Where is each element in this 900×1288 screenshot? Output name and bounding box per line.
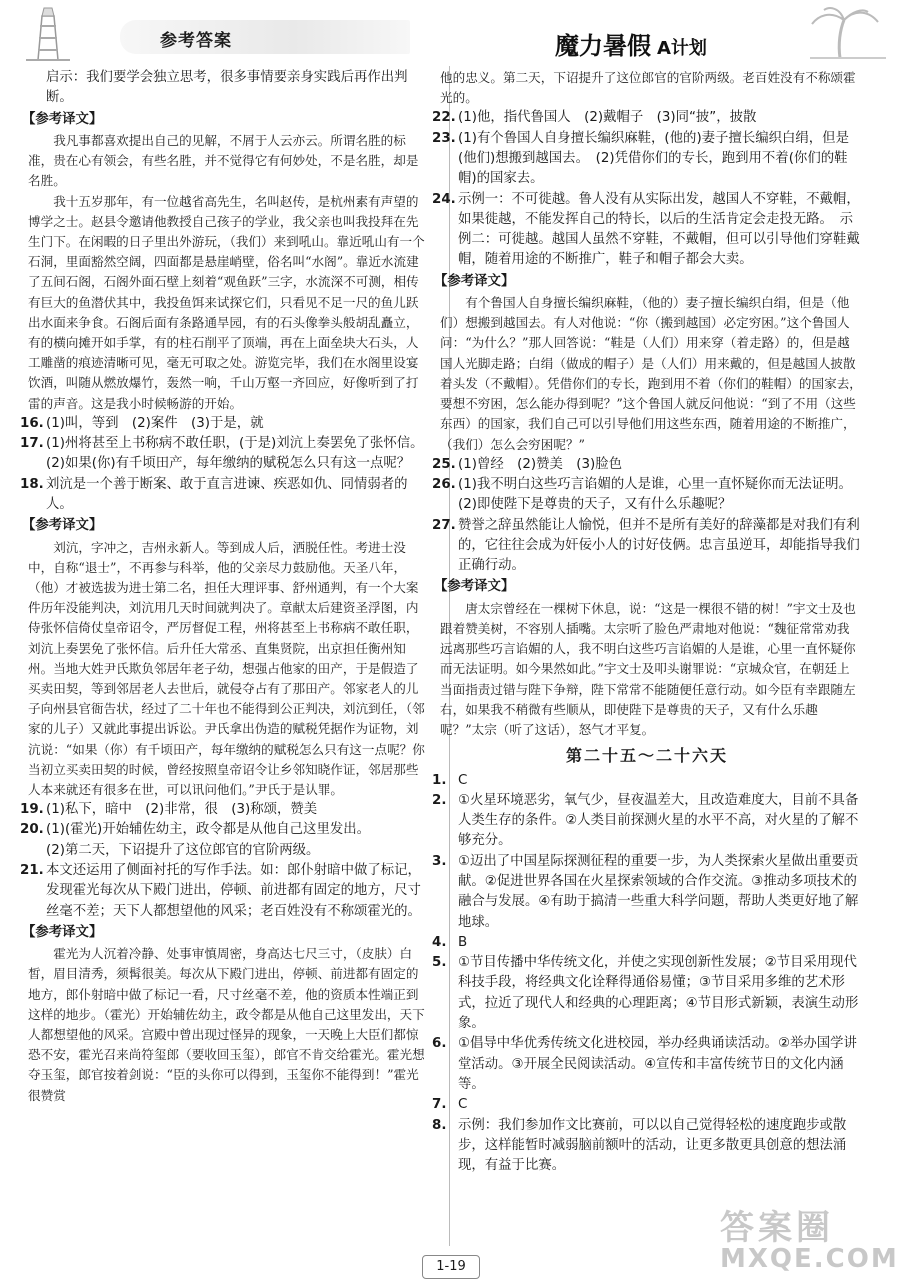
answer-text: 本文还运用了侧面衬托的写作手法。如：郎仆射暗中做了标记，发现霍光每次从下殿门进出，停顿、前进都有固定的地方，尺寸丝毫不差；天下人都想望他的风采；老百姓没有不称颂霍光的。 (46, 863, 421, 919)
answer-8 (432, 1116, 862, 1177)
palm-tree-icon (790, 4, 890, 60)
left-column (20, 68, 430, 1106)
answer-text: B (458, 934, 468, 950)
answer-text: (1)私下，暗中 (2)非常，很 (3)称颂，赞美 (46, 802, 318, 818)
section-banner (120, 20, 410, 54)
answer-section-title: 参考答案 (160, 31, 232, 51)
answer-text: C (458, 772, 468, 788)
reference-translation-label: 【 参考译文 】 (22, 110, 102, 130)
answer-5 (432, 953, 862, 1034)
question-number: 16. (20, 415, 44, 431)
question-number: 18. (20, 476, 44, 492)
lighthouse-icon (18, 6, 78, 62)
question-number: 6. (432, 1036, 447, 1052)
question-number: 2. (432, 792, 447, 808)
answer-16 (20, 414, 430, 434)
answer-text: 刘沆是一个善于断案、敢于直言进谏、疾恶如仇、同情弱者的人。 (46, 476, 408, 512)
right-column (432, 68, 862, 1176)
answer-20 (20, 820, 430, 840)
section-heading: 第二十五～二十六天 (565, 746, 728, 766)
watermark-site: MXQE.COM (720, 1244, 899, 1274)
answer-3 (432, 852, 862, 933)
reference-translation-label: 【 参考译文 】 (434, 577, 514, 597)
translation-paragraph: 我凡事都喜欢提出自己的见解，不屑于人云亦云。所谓名胜的标准，贵在心有领会，有些名胜，并不觉得它有何妙处，不是名胜，却是名胜。 (28, 132, 419, 189)
question-number: 7. (432, 1097, 447, 1113)
page-number: 1-19 (422, 1255, 480, 1279)
answer-text: ①火星环境恶劣，氧气少，昼夜温差大，且改造难度大，目前不具备人类生存的条件。②人类目前探测火星的水平不高，对火星的了解不够充分。 (458, 792, 859, 849)
question-number: 20. (20, 822, 44, 838)
question-number: 1. (432, 772, 447, 788)
question-number: 5. (432, 955, 447, 971)
answer-text: (1)叫，等到 (2)案件 (3)于是，就 (46, 415, 264, 431)
answer-17 (20, 434, 430, 475)
answer-25 (432, 455, 862, 475)
answer-2 (432, 791, 862, 852)
translation-paragraph: 霍光为人沉着冷静、处事审慎周密，身高达七尺三寸，（皮肤）白皙，眉目清秀，须髯很美。每次从下殿门进出，停顿、前进都有固定的地方，郎仆射暗中做了标记一看，尺寸丝毫不差，他的资质本性端正到这样的地步。（霍光）开始辅佐幼主，政令都是从他自己这里发出，天下人都想望他的风采。宫殿中曾出现过怪异的现象，一天晚上大臣们都惊恐不安，霍光召来尚符玺郎（要收回玉玺），郎官不肯交给霍光。霍光想夺玉玺，郎官按着剑说：“臣的头你可以得到，玉玺你不能得到！”霍光很赞赏 (28, 946, 425, 1103)
answer-4 (432, 933, 862, 953)
question-number: 25. (432, 456, 456, 472)
answer-text: (1)我不明白这些巧言谄媚的人是谁，心里一直怀疑你而无法证明。 (2)即使陛下是尊贵的天子，又有什么乐趣呢？ (458, 477, 859, 513)
revelation-text: 启示：我们要学会独立思考，很多事情要亲身实践后再作出判断。 (46, 70, 408, 106)
answer-7 (432, 1095, 862, 1115)
answer-text: ①迈出了中国星际探测征程的重要一步，为人类探索火星做出重要贡献。②促进世界各国在火星探索领域的合作交流。③推动多项技术的融合与发展。④有助于搞清一些重大科学问题，帮助人类更好地了解地球。 (458, 853, 859, 930)
answer-18 (20, 475, 430, 516)
answer-text: (1)曾经 (2)赞美 (3)脸色 (458, 456, 623, 472)
watermark (720, 1200, 899, 1280)
book-title-main: 魔力暑假 (555, 32, 651, 60)
question-number: 8. (432, 1117, 447, 1133)
answer-text: (1)他，指代鲁国人 (2)戴帽子 (3)同“披”，披散 (458, 110, 757, 126)
answer-20-part2: (2)第二天，下诏提升了这位郎官的官阶两级。 (46, 842, 320, 858)
question-number: 24. (432, 191, 456, 207)
answer-27 (432, 516, 862, 577)
answer-text: C (458, 1097, 468, 1113)
answer-text: ①节目传播中华传统文化，并使之实现创新性发展；②节目采用现代科技手段，将经典文化诠释得通俗易懂；③节目采用多维的艺术形式，拉近了现代人和经典的心理距离；④节目形式新颖，表演生动形象。 (458, 955, 859, 1032)
reference-translation-label: 【 参考译文 】 (434, 272, 514, 292)
page-header (0, 0, 900, 62)
answer-21 (20, 861, 430, 922)
question-number: 4. (432, 934, 447, 950)
question-number: 26. (432, 477, 456, 492)
translation-paragraph: 刘沆，字冲之，吉州永新人。等到成人后，洒脱任性。考进士没中，自称“退士”，不再参与科举，他的父亲尽力鼓励他。天圣八年，（他）才被选拔为进士第二名，担任大理评事、舒州通判，有一个大案件历年没能判决，刘沆用几天时间就判决了。章献太后建资圣浮图，内侍张怀信倚仗皇帝诏令，严厉督促工程，州将甚至上书称病不敢任职，刘沆上奏罢免了张怀信。后升任大常丞、直集贤院，出京担任衡州知州。当地大姓尹氏欺负邻居年老子幼，想强占他家的田产，于是假造了买卖田契，等到邻居老人去世后，就侵夺占有了那田产。邻家老人的儿子向州县官衙告状，经过了二十年也不能得到公正判决，刘沆到任，（邻家的儿子）又就此事提出诉讼。尹氏拿出伪造的赋税凭据作为证物，刘沆说：“如果（你）有千顷田产，每年缴纳的赋税怎么只有这一点呢？你当初立买卖田契的时候，曾经按照皇帝诏令让乡邻知晓作证，邻居那些人本来就还有很多在世，可以讯问他们。”尹氏于是认罪。 (28, 539, 425, 797)
answer-6 (432, 1034, 862, 1095)
answer-19 (20, 800, 430, 820)
translation-paragraph: 有个鲁国人自身擅长编织麻鞋，（他的）妻子擅长编织白绢，但是（他们）想搬到越国去。有人对他说：“你（搬到越国）必定穷困。”这个鲁国人问：“为什么？”那人回答说：“鞋是（人们）用来穿（着走路）的，但是越国人光脚走路；白绢（做成的帽子）是（人们）用来戴的，但是越国人披散着头发（不戴帽）。凭借你们的专长，跑到用不着（你们的鞋帽）的国家去，要想不穷困，怎么能办得到呢？”这个鲁国人就反问他说：“到了不用（这些东西）的国家，我们自己可以引导他们用这些东西，随着用途的不断推广，（我们）怎么会穷困呢？” (440, 295, 862, 452)
question-number: 27. (432, 517, 456, 533)
translation-paragraph-continued: 他的忠义。第二天，下诏提升了这位郎官的官阶两级。老百姓没有不称颂霍光的。 (440, 70, 856, 106)
answer-text: 示例一：不可徙越。鲁人没有从实际出发，越国人不穿鞋，不戴帽，如果徙越，不能发挥自己的特长，以后的生活肯定会走投无路。 示例二：可徙越。越国人虽然不穿鞋，不戴帽，但可以引导他们穿鞋戴帽，随着用途的不断推广，鞋子和帽子都会大卖。 (458, 191, 860, 268)
answer-23 (432, 129, 862, 190)
answer-26 (432, 475, 862, 516)
reference-translation-label: 【 参考译文 】 (22, 516, 102, 536)
question-number: 17. (20, 436, 44, 452)
translation-paragraph: 我十五岁那年，有一位越省高先生，名叫赵传，是杭州素有声望的博学之士。赵县令邀请他教授自己孩子的学业，我父亲也叫我投拜在先生门下。在闲暇的日子里出外游玩，（我们）来到吼山。靠近吼山有一个石洞，里面豁然空阔，四面都是悬崖峭壁，俗名叫“水阁”。靠近水流建了五间石阁，石阁外面石壁上刻着“观鱼跃”三字，水流深不可测，相传有巨大的鱼潜伏其中，我投鱼饵来试探它们，只看见不足一尺的鱼儿跃出水面来争食。石阁后面有条路通旱园，有的石头像拳头般胡乱矗立，有的横向摊开如手掌，有的柱石削平了顶端，再在上面垒块大石头，人工雕凿的痕迹清晰可见，毫无可取之处。游览完毕，我们在水阁里设宴饮酒，叫随从燃放爆竹，轰然一响，千山万壑一齐回应，好像听到了打雷的声音。这是我小时候畅游的开始。 (28, 193, 425, 411)
question-number: 22. (432, 110, 456, 126)
question-number: 23. (432, 130, 456, 146)
translation-paragraph: 唐太宗曾经在一棵树下休息，说：“这是一棵很不错的树！”宇文士及也跟着赞美树，不容别人插嘴。太宗听了脸色严肃地对他说：“魏征常常劝我远离那些巧言谄媚的人，我不明白这些巧言谄媚的人是谁，心里一直怀疑你而无法证明。如今果然如此。”宇文士及叩头谢罪说：“京城众官，在朝廷上当面指责过错与陛下争辩，陛下常常不能随便任意行动。如今臣有幸跟随左右，如果我不稍微有些顺从，即使陛下是尊贵的天子，又有什么乐趣呢？”太宗（听了这话），怒气才平复。 (440, 600, 856, 737)
answer-1 (432, 771, 862, 791)
book-title (555, 26, 707, 61)
answer-22 (432, 108, 862, 128)
question-number: 3. (432, 853, 447, 869)
book-title-sub: A计划 (657, 38, 707, 59)
answer-text: ①倡导中华优秀传统文化进校园，举办经典诵读活动。②举办国学讲堂活动。③开展全民阅读活动。④宣传和丰富传统节日的文化内涵等。 (458, 1036, 857, 1092)
answer-text: (1)有个鲁国人自身擅长编织麻鞋，(他的)妻子擅长编织白绢，但是(他们)想搬到越国去。 (2)凭借你们的专长，跑到用不着(你们的鞋帽)的国家去。 (458, 130, 849, 187)
answer-text: 示例：我们参加作文比赛前，可以以自己觉得轻松的速度跑步或散步，这样能暂时减弱脑前额叶的活动，让更多散更具创意的想法涌现，有益于比赛。 (458, 1117, 847, 1174)
reference-translation-label: 【 参考译文 】 (22, 923, 102, 943)
answer-text: (1)(霍光)开始辅佐幼主，政令都是从他自己这里发出。 (46, 822, 371, 838)
question-number: 19. (20, 802, 44, 818)
question-number: 21. (20, 863, 44, 879)
answer-24 (432, 190, 862, 271)
watermark-text: 答案圈 (720, 1208, 834, 1248)
answer-text: (1)州将甚至上书称病不敢任职，(于是)刘沆上奏罢免了张怀信。 (2)如果(你)有千顷田产，每年缴纳的赋税怎么只有这一点呢？ (46, 436, 431, 472)
answer-text: 赞誉之辞虽然能让人愉悦，但并不是所有美好的辞藻都是对我们有利的，它往往会成为奸佞小人的讨好伎俩。忠言虽逆耳，却能指导我们正确行动。 (458, 517, 860, 574)
